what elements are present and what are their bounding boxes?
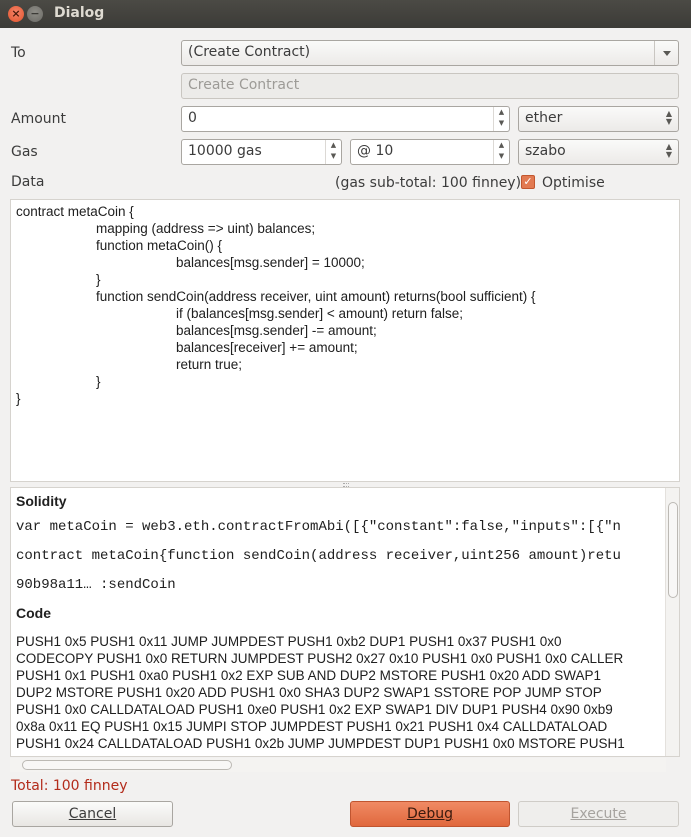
editor-line: } <box>96 272 101 287</box>
editor-line: balances[msg.sender] = 10000; <box>176 255 365 270</box>
to-address-field <box>181 73 679 99</box>
optimise-label[interactable]: Optimise <box>542 175 605 191</box>
to-value: (Create Contract) <box>188 44 311 60</box>
editor-line: function metaCoin() { <box>96 238 223 253</box>
to-address-value: Create Contract <box>188 77 300 93</box>
bytecode-line: PUSH1 0x0 CALLDATALOAD PUSH1 0xe0 PUSH1 0x2 EXP SWAP1 DIV DUP1 PUSH4 0x90 0xb9 <box>16 702 613 717</box>
close-icon[interactable]: × <box>8 6 24 22</box>
window-title: Dialog <box>54 5 105 21</box>
to-label: To <box>11 45 26 61</box>
gas-unit-value: szabo <box>525 143 566 159</box>
abi-line: var metaCoin = web3.eth.contractFromAbi([{"constant":false,"inputs":[{"n <box>16 519 621 535</box>
scrollbar-thumb[interactable] <box>668 502 678 598</box>
vertical-scrollbar[interactable] <box>665 488 679 756</box>
amount-unit-value: ether <box>525 110 563 126</box>
gas-unit-select[interactable] <box>518 139 679 165</box>
gas-value: 10000 gas <box>188 143 262 159</box>
bytecode-line: 0x8a 0x11 EQ PUSH1 0x15 JUMPI STOP JUMPDEST PUSH1 0x21 PUSH1 0x4 CALLDATALOAD <box>16 719 608 734</box>
function-hash-line: 90b98a11… :sendCoin <box>16 577 176 593</box>
editor-line: if (balances[msg.sender] < amount) return false; <box>176 306 464 321</box>
solidity-heading: Solidity <box>16 493 67 509</box>
editor-line: balances[msg.sender] -= amount; <box>176 323 377 338</box>
optimise-checkbox[interactable]: ✓ <box>521 175 535 189</box>
spin-arrows-icon[interactable]: ▲ ▼ <box>493 140 509 164</box>
gas-price-spinbox[interactable] <box>350 139 510 165</box>
amount-value: 0 <box>188 110 197 126</box>
debug-button[interactable] <box>350 801 510 827</box>
editor-line: contract metaCoin { <box>16 204 134 219</box>
scrollbar-thumb[interactable] <box>22 760 232 770</box>
gas-label: Gas <box>11 144 38 160</box>
window-titlebar <box>0 0 691 28</box>
editor-line: balances[receiver] += amount; <box>176 340 358 355</box>
cancel-button-label: Cancel <box>68 806 117 822</box>
gas-subtotal: (gas sub-total: 100 finney) <box>335 175 522 191</box>
bytecode-line: PUSH1 0x1 PUSH1 0xa0 PUSH1 0x2 EXP SUB AND DUP2 MSTORE PUSH1 0x20 ADD SWAP1 <box>16 668 601 683</box>
spin-arrows-icon[interactable]: ▲ ▼ <box>493 107 509 131</box>
contract-source-editor[interactable] <box>10 199 680 482</box>
editor-line: return true; <box>176 357 243 372</box>
execute-button-label: Execute <box>570 806 627 822</box>
gas-price-value: @ 10 <box>357 143 394 159</box>
code-heading: Code <box>16 605 51 621</box>
bytecode-line: PUSH1 0x5 PUSH1 0x11 JUMP JUMPDEST PUSH1 0xb2 DUP1 PUSH1 0x37 PUSH1 0x0 <box>16 634 562 649</box>
bytecode-line: PUSH1 0x24 CALLDATALOAD PUSH1 0x2b JUMP JUMPDEST DUP1 PUSH1 0x0 MSTORE PUSH1 <box>16 736 625 751</box>
bytecode-line: DUP2 MSTORE PUSH1 0x20 ADD PUSH1 0x0 SHA3 DUP2 SWAP1 SSTORE POP JUMP STOP <box>16 685 602 700</box>
editor-line: function sendCoin(address receiver, uint amount) returns(bool sufficient) { <box>96 289 536 304</box>
chevron-down-icon[interactable] <box>654 41 678 65</box>
debug-button-label: Debug <box>406 806 454 822</box>
amount-unit-select[interactable] <box>518 106 679 132</box>
amount-label: Amount <box>11 111 67 127</box>
updown-arrows-icon: ▲ ▼ <box>665 109 672 126</box>
bytecode-line: CODECOPY PUSH1 0x0 RETURN JUMPDEST PUSH2 0x27 0x10 PUSH1 0x0 PUSH1 0x0 CALLER <box>16 651 624 666</box>
cancel-button[interactable] <box>12 801 173 827</box>
interface-line: contract metaCoin{function sendCoin(address receiver,uint256 amount)retu <box>16 548 621 564</box>
spin-arrows-icon[interactable]: ▲ ▼ <box>325 140 341 164</box>
editor-line: } <box>96 374 101 389</box>
to-combobox[interactable] <box>181 40 679 66</box>
data-label: Data <box>11 174 45 190</box>
total-amount: Total: 100 finney <box>11 778 128 794</box>
updown-arrows-icon: ▲ ▼ <box>665 142 672 159</box>
gas-spinbox[interactable] <box>181 139 342 165</box>
bytecode-block <box>16 633 666 752</box>
execute-button <box>518 801 679 827</box>
horizontal-scrollbar[interactable] <box>10 758 666 772</box>
compiled-output-panel <box>10 487 680 757</box>
minimize-icon[interactable]: − <box>27 6 43 22</box>
amount-spinbox[interactable] <box>181 106 510 132</box>
editor-line: mapping (address => uint) balances; <box>96 221 316 236</box>
editor-line: } <box>16 391 21 406</box>
